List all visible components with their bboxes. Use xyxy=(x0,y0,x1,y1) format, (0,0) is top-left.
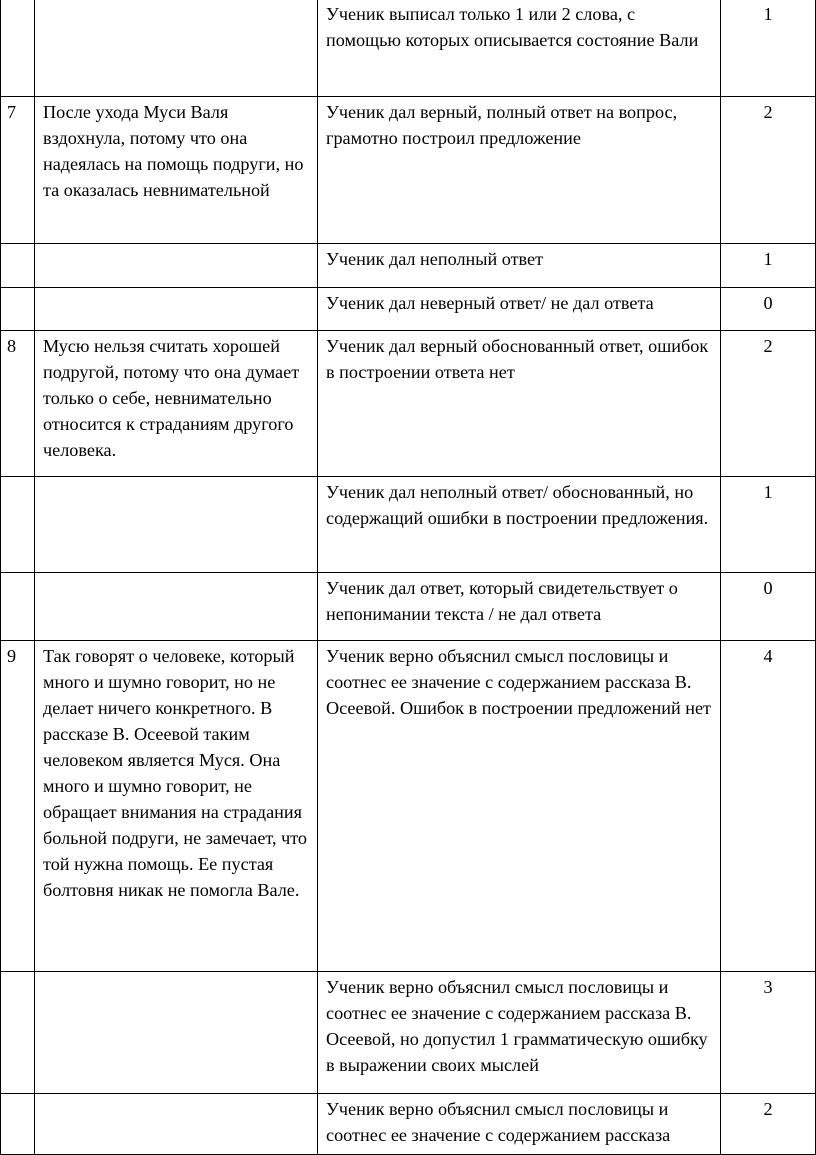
task-number-cell xyxy=(1,0,35,97)
table-row xyxy=(1,972,816,1094)
table-row xyxy=(1,477,816,573)
criterion-cell: Ученик дал ответ, который свидетельствует о непонимании текста / не дал ответа xyxy=(318,573,721,641)
table-row xyxy=(1,244,816,288)
table-row xyxy=(1,0,816,97)
criterion-cell: Ученик дал верный обоснованный ответ, ошибок в построении ответа нет xyxy=(318,331,721,477)
task-number-cell xyxy=(1,477,35,573)
table-row xyxy=(1,1094,816,1155)
criterion-cell: Ученик дал верный, полный ответ на вопрос, грамотно построил предложение xyxy=(318,97,721,244)
model-answer-cell xyxy=(35,0,318,97)
criterion-cell: Ученик дал неверный ответ/ не дал ответа xyxy=(318,288,721,331)
criterion-cell: Ученик верно объяснил смысл пословицы и соотнес ее значение с содержанием рассказа xyxy=(318,1094,721,1155)
model-answer-cell xyxy=(35,972,318,1094)
task-number-cell xyxy=(1,1094,35,1155)
task-number-cell xyxy=(1,573,35,641)
table-row xyxy=(1,97,816,244)
score-cell: 0 xyxy=(721,573,816,641)
score-cell: 1 xyxy=(721,477,816,573)
model-answer-cell: Так говорят о человеке, который много и шумно говорит, но не делает ничего конкретного. В рассказе В. Осеевой таким человеком является Муся. Она много и шумно говорит, не обращает внимания на страдания больной подруги, не замечает, что той нужна помощь. Ее пустая болтовня никак не помогла Вале. xyxy=(35,641,318,972)
score-cell: 1 xyxy=(721,0,816,97)
task-number-cell xyxy=(1,972,35,1094)
score-cell: 2 xyxy=(721,331,816,477)
table-row xyxy=(1,288,816,331)
task-number-cell xyxy=(1,244,35,288)
task-number-cell xyxy=(1,288,35,331)
task-number-cell: 7 xyxy=(1,97,35,244)
criterion-cell: Ученик дал неполный ответ/ обоснованный, но содержащий ошибки в построении предложения. xyxy=(318,477,721,573)
model-answer-cell xyxy=(35,244,318,288)
task-number-cell: 8 xyxy=(1,331,35,477)
table-row xyxy=(1,641,816,972)
task-number-cell: 9 xyxy=(1,641,35,972)
score-cell: 3 xyxy=(721,972,816,1094)
criterion-cell: Ученик выписал только 1 или 2 слова, с помощью которых описывается состояние Вали xyxy=(318,0,721,97)
criterion-cell: Ученик верно объяснил смысл пословицы и соотнес ее значение с содержанием рассказа В. Осеевой. Ошибок в построении предложений нет xyxy=(318,641,721,972)
model-answer-cell xyxy=(35,1094,318,1155)
table-row xyxy=(1,573,816,641)
score-cell: 4 xyxy=(721,641,816,972)
score-cell: 2 xyxy=(721,1094,816,1155)
score-cell: 0 xyxy=(721,288,816,331)
model-answer-cell: Мусю нельзя считать хорошей подругой, потому что она думает только о себе, невнимательно относится к страданиям другого человека. xyxy=(35,331,318,477)
criterion-cell: Ученик верно объяснил смысл пословицы и соотнес ее значение с содержанием рассказа В. Осеевой, но допустил 1 грамматическую ошибку в выражении своих мыслей xyxy=(318,972,721,1094)
model-answer-cell xyxy=(35,573,318,641)
model-answer-cell: После ухода Муси Валя вздохнула, потому что она надеялась на помощь подруги, но та оказалась невнимательной xyxy=(35,97,318,244)
model-answer-cell xyxy=(35,477,318,573)
table-row xyxy=(1,331,816,477)
score-cell: 1 xyxy=(721,244,816,288)
model-answer-cell xyxy=(35,288,318,331)
criterion-cell: Ученик дал неполный ответ xyxy=(318,244,721,288)
score-cell: 2 xyxy=(721,97,816,244)
